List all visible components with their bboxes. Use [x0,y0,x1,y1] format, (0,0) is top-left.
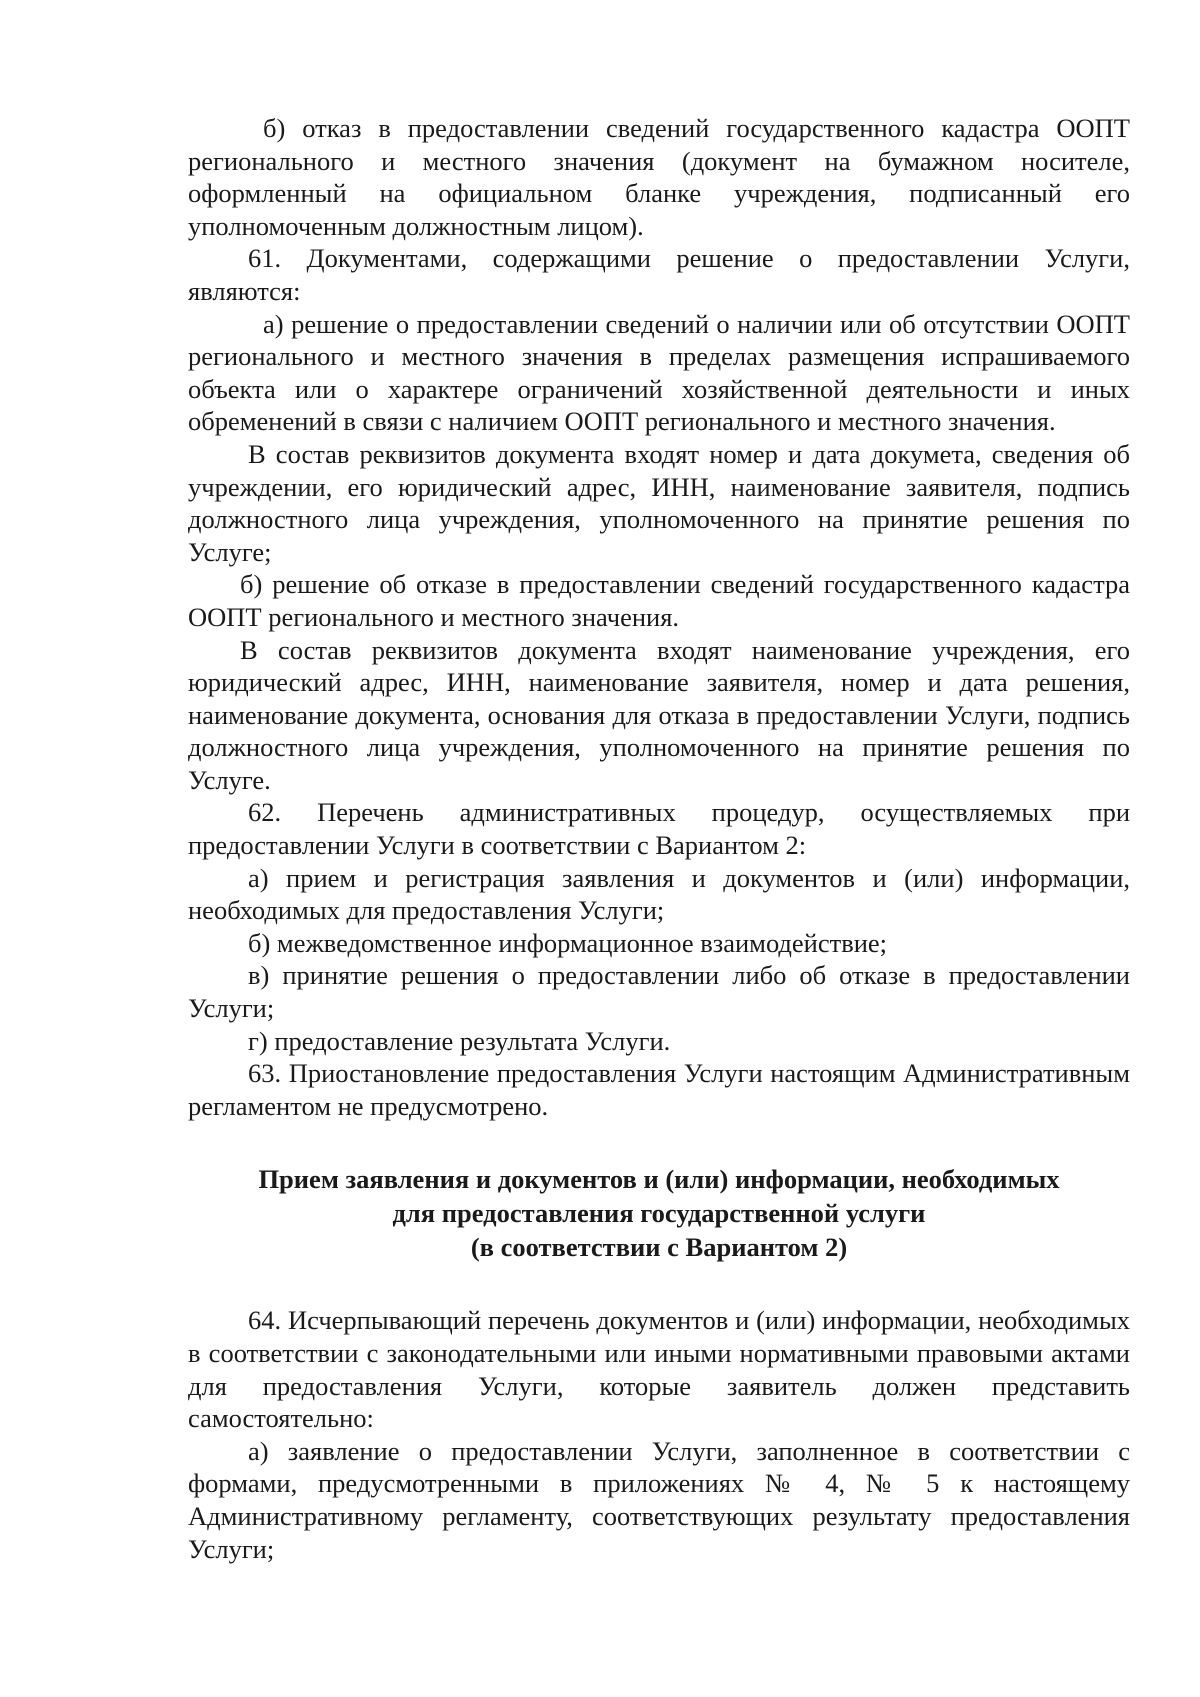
section-heading-line-2: для предоставления государственной услуги [392,1198,926,1229]
paragraph-61-a-requisites: В состав реквизитов документа входят номер и дата докумета, сведения об учреждении, его юридический адрес, ИНН, наименование заявителя, подпись должностного лица учреждения, уполномоченного на принятие решения по Услуге; [188,438,1130,567]
section-heading-line-3: (в соответствии с Вариантом 2) [470,1232,848,1263]
section-heading-line-1: Прием заявления и документов и (или) информации, необходимых [258,1164,1060,1195]
paragraph-62: 62. Перечень административных процедур, осуществляемых при предоставлении Услуги в соответствии с Вариантом 2: [188,797,1130,861]
paragraph-64: 64. Исчерпывающий перечень документов и (или) информации, необходимых в соответствии с законодательными или иными нормативными правовыми актами для предоставления Услуги, которые заявитель должен представить самостоятельно: [188,1305,1130,1434]
paragraph-62-g: г) предоставление результата Услуги. [248,1025,671,1056]
paragraph-62-a: а) прием и регистрация заявления и документов и (или) информации, необходимых для предоставления Услуги; [188,862,1130,926]
paragraph-62-v: в) принятие решения о предоставлении либо об отказе в предоставлении Услуги; [188,960,1130,1024]
section-heading [188,1162,1130,1264]
paragraph-refusal-b: б) отказ в предоставлении сведений государственного кадастра ООПТ регионального и местного значения (документ на бумажном носителе, оформленный на официальном бланке учреждения, подписанный его уполномоченным должностным лицом). [188,113,1130,241]
paragraph-62-b: б) межведомственное информационное взаимодействие; [248,927,888,958]
paragraph-61-b-requisites: В состав реквизитов документа входят наименование учреждения, его юридический адрес, ИНН, наименование заявителя, номер и дата решения, наименование документа, основания для отказа в предоставлении Услуги, подпись должностного лица учреждения, уполномоченного на принятие решения по Услуге. [188,634,1130,795]
paragraph-63: 63. Приостановление предоставления Услуги настоящим Административным регламентом не предусмотрено. [188,1058,1130,1121]
paragraph-61-b: б) решение об отказе в предоставлении сведений государственного кадастра ООПТ регионального и местного значения. [188,569,1130,632]
paragraph-61-a: а) решение о предоставлении сведений о наличии или об отсутствии ООПТ регионального и местного значения в пределах размещения испрашиваемого объекта или о характере ограничений хозяйственной деятельности и иных обременений в связи с наличием ООПТ регионального и местного значения. [188,308,1130,437]
paragraph-64-a: а) заявление о предоставлении Услуги, заполненное в соответствии с формами, предусмотренными в приложениях № 4, № 5 к настоящему Административному регламенту, соответствующих результату предоставления Услуги; [188,1435,1130,1564]
paragraph-61: 61. Документами, содержащими решение о предоставлении Услуги, являются: [188,243,1130,306]
document-page [188,112,1130,1565]
